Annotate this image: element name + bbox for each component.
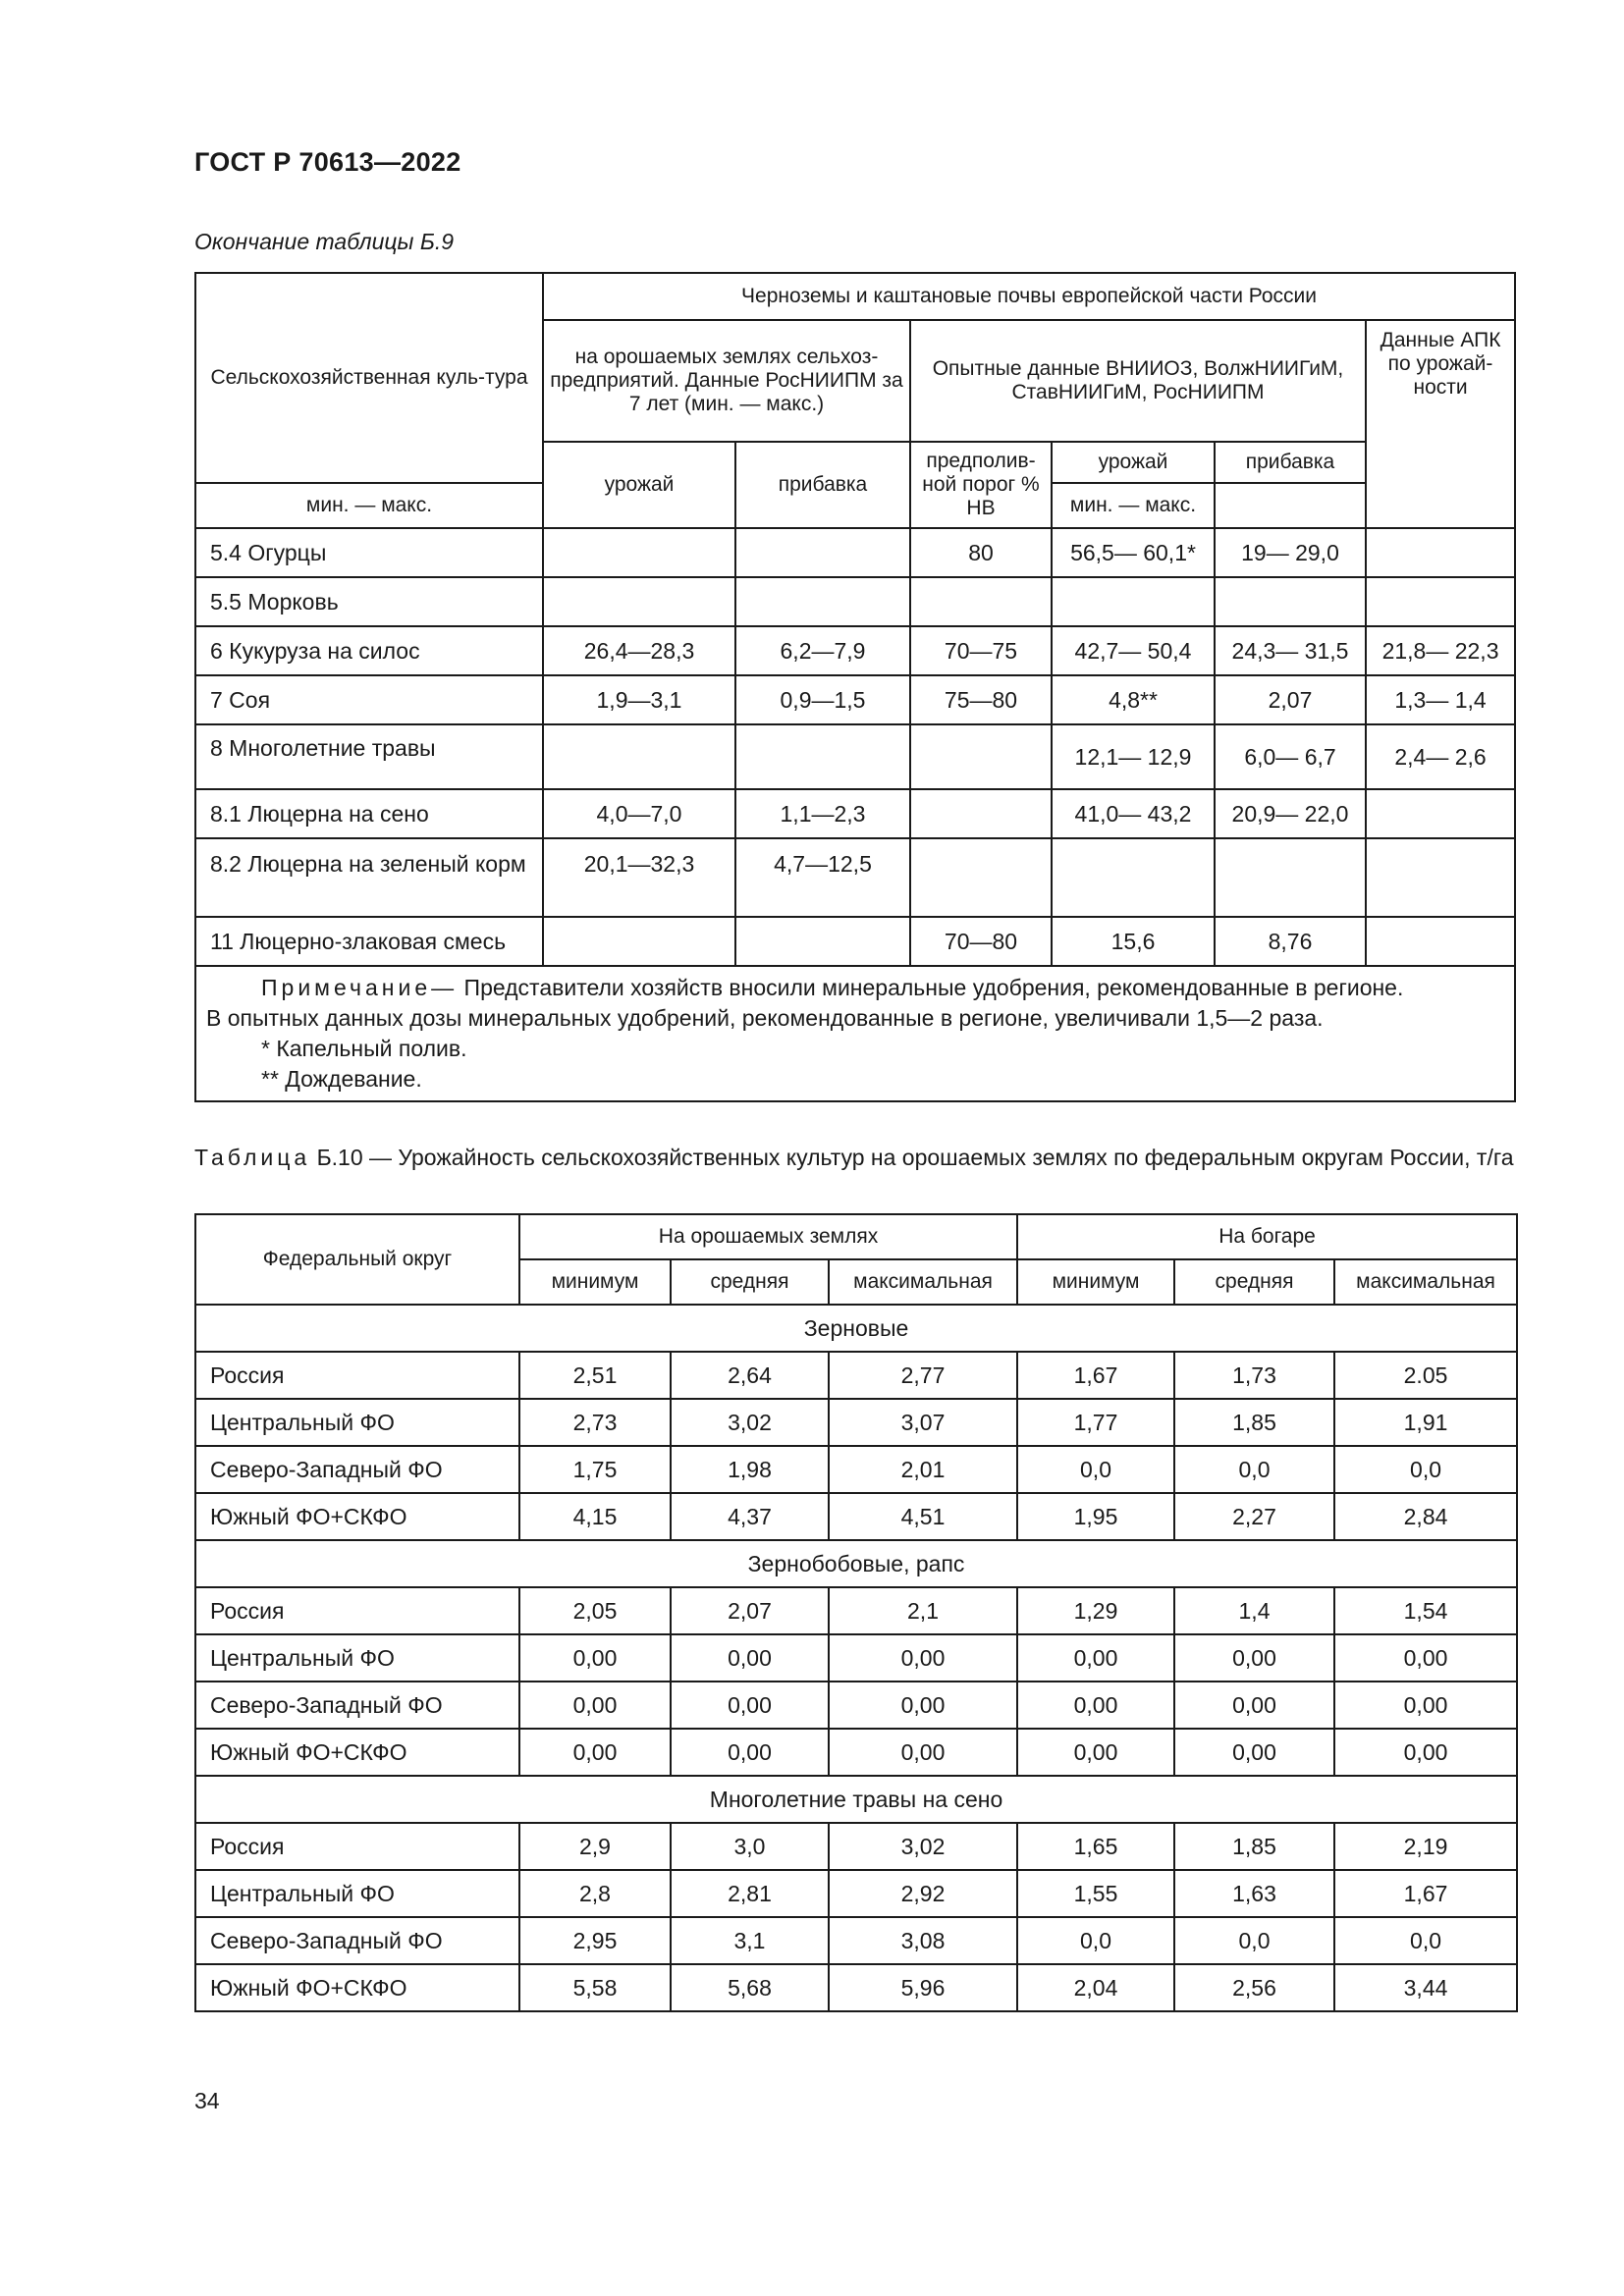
value-cell: 1,85 bbox=[1174, 1823, 1334, 1870]
value-cell: 1,65 bbox=[1017, 1823, 1174, 1870]
group-title: Многолетние травы на сено bbox=[195, 1776, 1517, 1823]
table-row bbox=[195, 1729, 1517, 1776]
value-cell bbox=[910, 724, 1052, 789]
value-cell: 0,00 bbox=[519, 1729, 671, 1776]
value-cell: 0,00 bbox=[829, 1729, 1017, 1776]
header-soil-group: Черноземы и каштановые почвы европейской части России bbox=[543, 273, 1515, 320]
district-name-cell: Южный ФО+СКФО bbox=[195, 1729, 519, 1776]
value-cell: 0,0 bbox=[1017, 1917, 1174, 1964]
value-cell: 4,37 bbox=[671, 1493, 829, 1540]
table-row bbox=[195, 1917, 1517, 1964]
group-row bbox=[195, 1305, 1517, 1352]
value-cell bbox=[1215, 577, 1366, 626]
value-cell: 1,77 bbox=[1017, 1399, 1174, 1446]
district-name-cell: Северо-Западный ФО bbox=[195, 1917, 519, 1964]
value-cell: 1,63 bbox=[1174, 1870, 1334, 1917]
table-row bbox=[195, 917, 1515, 966]
value-cell: 80 bbox=[910, 528, 1052, 577]
district-name-cell: Центральный ФО bbox=[195, 1634, 519, 1682]
value-cell: 0,00 bbox=[1334, 1634, 1517, 1682]
table-row bbox=[195, 1964, 1517, 2011]
caption-text: Б.10 — Урожайность сельскохозяйственных культур на орошаемых землях по федеральным округам России, т/га bbox=[316, 1145, 1514, 1170]
value-cell: 75—80 bbox=[910, 675, 1052, 724]
header-farms-data: на орошаемых землях сельхоз-предприятий. Данные РосНИИПМ за 7 лет (мин. — макс.) bbox=[543, 320, 910, 442]
value-cell: 1,67 bbox=[1334, 1870, 1517, 1917]
value-cell: 2,9 bbox=[519, 1823, 671, 1870]
header-dry-avg: средняя bbox=[1174, 1259, 1334, 1305]
value-cell: 1,73 bbox=[1174, 1352, 1334, 1399]
value-cell bbox=[735, 917, 910, 966]
value-cell: 1,98 bbox=[671, 1446, 829, 1493]
value-cell: 4,0—7,0 bbox=[543, 789, 735, 838]
value-cell bbox=[1366, 789, 1515, 838]
value-cell: 0,00 bbox=[1017, 1729, 1174, 1776]
value-cell: 20,1—32,3 bbox=[543, 838, 735, 917]
value-cell: 1,67 bbox=[1017, 1352, 1174, 1399]
table-row bbox=[195, 724, 1515, 789]
note-sprinkle: ** Дождевание. bbox=[261, 1066, 422, 1092]
value-cell: 0,00 bbox=[671, 1682, 829, 1729]
value-cell: 4,8** bbox=[1052, 675, 1215, 724]
note-text-2: В опытных данных дозы минеральных удобрений, рекомендованные в регионе, увеличивали 1,5—2 раза. bbox=[206, 1005, 1324, 1031]
value-cell: 0,0 bbox=[1174, 1446, 1334, 1493]
value-cell: 70—80 bbox=[910, 917, 1052, 966]
value-cell: 12,1— 12,9 bbox=[1052, 724, 1215, 789]
value-cell bbox=[543, 724, 735, 789]
value-cell: 0,0 bbox=[1334, 1917, 1517, 1964]
table-row bbox=[195, 1399, 1517, 1446]
value-cell: 1,9—3,1 bbox=[543, 675, 735, 724]
group-title: Зернобобовые, рапс bbox=[195, 1540, 1517, 1587]
header-exp-yield: урожай bbox=[1052, 442, 1215, 483]
value-cell: 3,08 bbox=[829, 1917, 1017, 1964]
value-cell: 0,00 bbox=[829, 1634, 1017, 1682]
value-cell: 4,7—12,5 bbox=[735, 838, 910, 917]
crop-name-cell: 7 Соя bbox=[195, 675, 543, 724]
value-cell: 1,85 bbox=[1174, 1399, 1334, 1446]
value-cell: 2,07 bbox=[1215, 675, 1366, 724]
value-cell: 1,29 bbox=[1017, 1587, 1174, 1634]
note-text-1: Представители хозяйств вносили минеральные удобрения, рекомендованные в регионе. bbox=[463, 975, 1404, 1000]
value-cell: 2,73 bbox=[519, 1399, 671, 1446]
value-cell: 0,9—1,5 bbox=[735, 675, 910, 724]
value-cell: 3,44 bbox=[1334, 1964, 1517, 2011]
value-cell: 26,4—28,3 bbox=[543, 626, 735, 675]
header-irrigated-min: минимум bbox=[519, 1259, 671, 1305]
value-cell: 0,00 bbox=[1174, 1682, 1334, 1729]
table-row bbox=[195, 1682, 1517, 1729]
value-cell: 41,0— 43,2 bbox=[1052, 789, 1215, 838]
crop-name-cell: 8 Многолетние травы bbox=[195, 724, 543, 789]
value-cell: 1,91 bbox=[1334, 1399, 1517, 1446]
value-cell bbox=[735, 577, 910, 626]
header-district: Федеральный округ bbox=[195, 1214, 519, 1305]
group-title: Зерновые bbox=[195, 1305, 1517, 1352]
district-name-cell: Центральный ФО bbox=[195, 1870, 519, 1917]
value-cell: 2,81 bbox=[671, 1870, 829, 1917]
table-row bbox=[195, 1587, 1517, 1634]
table-row bbox=[195, 838, 1515, 917]
value-cell: 2,56 bbox=[1174, 1964, 1334, 2011]
value-cell: 2,01 bbox=[829, 1446, 1017, 1493]
district-name-cell: Россия bbox=[195, 1352, 519, 1399]
table-b10-caption bbox=[194, 1143, 1516, 1172]
value-cell: 2.05 bbox=[1334, 1352, 1517, 1399]
table-b9 bbox=[194, 272, 1516, 1102]
value-cell: 1,3— 1,4 bbox=[1366, 675, 1515, 724]
value-cell: 0,00 bbox=[1017, 1682, 1174, 1729]
value-cell: 0,0 bbox=[1017, 1446, 1174, 1493]
value-cell bbox=[1052, 838, 1215, 917]
value-cell: 6,2—7,9 bbox=[735, 626, 910, 675]
value-cell bbox=[910, 789, 1052, 838]
district-name-cell: Южный ФО+СКФО bbox=[195, 1964, 519, 2011]
caption-label: Таблица bbox=[194, 1145, 311, 1170]
value-cell bbox=[910, 577, 1052, 626]
note-label: Примечание— bbox=[261, 975, 459, 1000]
value-cell: 0,00 bbox=[1174, 1729, 1334, 1776]
district-name-cell: Южный ФО+СКФО bbox=[195, 1493, 519, 1540]
value-cell: 5,58 bbox=[519, 1964, 671, 2011]
header-apk-data: Данные АПК по урожай-ности bbox=[1366, 320, 1515, 528]
value-cell: 3,1 bbox=[671, 1917, 829, 1964]
value-cell: 0,00 bbox=[671, 1634, 829, 1682]
value-cell: 2,84 bbox=[1334, 1493, 1517, 1540]
value-cell: 0,00 bbox=[1334, 1682, 1517, 1729]
header-dry-min: минимум bbox=[1017, 1259, 1174, 1305]
value-cell: 19— 29,0 bbox=[1215, 528, 1366, 577]
value-cell bbox=[543, 917, 735, 966]
value-cell: 2,07 bbox=[671, 1587, 829, 1634]
table-row bbox=[195, 528, 1515, 577]
value-cell: 3,02 bbox=[829, 1823, 1017, 1870]
header-irrigated-max: максимальная bbox=[829, 1259, 1017, 1305]
value-cell: 1,54 bbox=[1334, 1587, 1517, 1634]
table-b9-note bbox=[195, 966, 1515, 1101]
table-row bbox=[195, 1352, 1517, 1399]
crop-name-cell: 5.4 Огурцы bbox=[195, 528, 543, 577]
table-row bbox=[195, 675, 1515, 724]
district-name-cell: Центральный ФО bbox=[195, 1399, 519, 1446]
value-cell: 56,5— 60,1* bbox=[1052, 528, 1215, 577]
value-cell: 20,9— 22,0 bbox=[1215, 789, 1366, 838]
crop-name-cell: 8.2 Люцерна на зеленый корм bbox=[195, 838, 543, 917]
group-row bbox=[195, 1776, 1517, 1823]
value-cell: 0,00 bbox=[671, 1729, 829, 1776]
crop-name-cell: 6 Кукуруза на силос bbox=[195, 626, 543, 675]
header-exp-gain: прибавка bbox=[1215, 442, 1366, 483]
value-cell: 0,00 bbox=[519, 1682, 671, 1729]
table-row bbox=[195, 1446, 1517, 1493]
page-number: 34 bbox=[194, 2088, 220, 2113]
value-cell: 2,4— 2,6 bbox=[1366, 724, 1515, 789]
value-cell: 3,07 bbox=[829, 1399, 1017, 1446]
value-cell: 0,00 bbox=[519, 1634, 671, 1682]
value-cell bbox=[735, 724, 910, 789]
value-cell bbox=[735, 528, 910, 577]
value-cell: 2,27 bbox=[1174, 1493, 1334, 1540]
note-drip: * Капельный полив. bbox=[261, 1036, 467, 1061]
value-cell bbox=[543, 577, 735, 626]
value-cell: 2,95 bbox=[519, 1917, 671, 1964]
table-row bbox=[195, 626, 1515, 675]
value-cell: 5,68 bbox=[671, 1964, 829, 2011]
value-cell: 4,51 bbox=[829, 1493, 1017, 1540]
district-name-cell: Россия bbox=[195, 1823, 519, 1870]
table-row bbox=[195, 1870, 1517, 1917]
table-b10 bbox=[194, 1213, 1518, 2012]
value-cell: 42,7— 50,4 bbox=[1052, 626, 1215, 675]
header-irrigated: На орошаемых землях bbox=[519, 1214, 1017, 1259]
value-cell bbox=[910, 838, 1052, 917]
value-cell: 5,96 bbox=[829, 1964, 1017, 2011]
table-b9-caption: Окончание таблицы Б.9 bbox=[194, 229, 455, 254]
crop-name-cell: 5.5 Морковь bbox=[195, 577, 543, 626]
value-cell: 2,77 bbox=[829, 1352, 1017, 1399]
value-cell: 2,92 bbox=[829, 1870, 1017, 1917]
value-cell: 0,00 bbox=[1174, 1634, 1334, 1682]
value-cell bbox=[1215, 838, 1366, 917]
value-cell bbox=[1366, 577, 1515, 626]
value-cell bbox=[1052, 577, 1215, 626]
header-irrigated-avg: средняя bbox=[671, 1259, 829, 1305]
value-cell: 1,1—2,3 bbox=[735, 789, 910, 838]
value-cell: 2,1 bbox=[829, 1587, 1017, 1634]
table-row bbox=[195, 1634, 1517, 1682]
district-name-cell: Северо-Западный ФО bbox=[195, 1682, 519, 1729]
value-cell: 70—75 bbox=[910, 626, 1052, 675]
header-yield: урожай bbox=[543, 442, 735, 528]
value-cell: 0,00 bbox=[829, 1682, 1017, 1729]
value-cell bbox=[543, 528, 735, 577]
group-row bbox=[195, 1540, 1517, 1587]
district-name-cell: Россия bbox=[195, 1587, 519, 1634]
table-row bbox=[195, 789, 1515, 838]
table-row bbox=[195, 1823, 1517, 1870]
header-minmax-gain: мин. — макс. bbox=[1052, 483, 1215, 528]
crop-name-cell: 11 Люцерно-злаковая смесь bbox=[195, 917, 543, 966]
value-cell: 8,76 bbox=[1215, 917, 1366, 966]
value-cell bbox=[1366, 917, 1515, 966]
value-cell: 2,04 bbox=[1017, 1964, 1174, 2011]
value-cell: 2,8 bbox=[519, 1870, 671, 1917]
value-cell: 0,0 bbox=[1334, 1446, 1517, 1493]
value-cell bbox=[1366, 838, 1515, 917]
value-cell: 2,51 bbox=[519, 1352, 671, 1399]
value-cell: 0,00 bbox=[1334, 1729, 1517, 1776]
value-cell: 2,05 bbox=[519, 1587, 671, 1634]
value-cell: 3,0 bbox=[671, 1823, 829, 1870]
document-title: ГОСТ Р 70613—2022 bbox=[194, 147, 461, 177]
table-row bbox=[195, 577, 1515, 626]
value-cell: 6,0— 6,7 bbox=[1215, 724, 1366, 789]
value-cell: 1,55 bbox=[1017, 1870, 1174, 1917]
value-cell bbox=[1366, 528, 1515, 577]
header-crop: Сельскохозяйственная куль-тура bbox=[195, 273, 543, 483]
value-cell: 21,8— 22,3 bbox=[1366, 626, 1515, 675]
crop-name-cell: 8.1 Люцерна на сено bbox=[195, 789, 543, 838]
value-cell: 15,6 bbox=[1052, 917, 1215, 966]
district-name-cell: Северо-Западный ФО bbox=[195, 1446, 519, 1493]
header-minmax-yield: мин. — макс. bbox=[195, 483, 543, 528]
header-experimental-data: Опытные данные ВНИИОЗ, ВолжНИИГиМ, СтавНИИГиМ, РосНИИПМ bbox=[910, 320, 1366, 442]
value-cell: 1,75 bbox=[519, 1446, 671, 1493]
value-cell: 2,19 bbox=[1334, 1823, 1517, 1870]
value-cell: 0,0 bbox=[1174, 1917, 1334, 1964]
value-cell: 2,64 bbox=[671, 1352, 829, 1399]
value-cell: 4,15 bbox=[519, 1493, 671, 1540]
header-dry: На богаре bbox=[1017, 1214, 1517, 1259]
header-dry-max: максимальная bbox=[1334, 1259, 1517, 1305]
value-cell: 3,02 bbox=[671, 1399, 829, 1446]
value-cell: 24,3— 31,5 bbox=[1215, 626, 1366, 675]
value-cell: 1,4 bbox=[1174, 1587, 1334, 1634]
value-cell: 0,00 bbox=[1017, 1634, 1174, 1682]
value-cell: 1,95 bbox=[1017, 1493, 1174, 1540]
table-row bbox=[195, 1493, 1517, 1540]
header-gain: прибавка bbox=[735, 442, 910, 528]
header-threshold: предполив-ной порог % НВ bbox=[910, 442, 1052, 528]
